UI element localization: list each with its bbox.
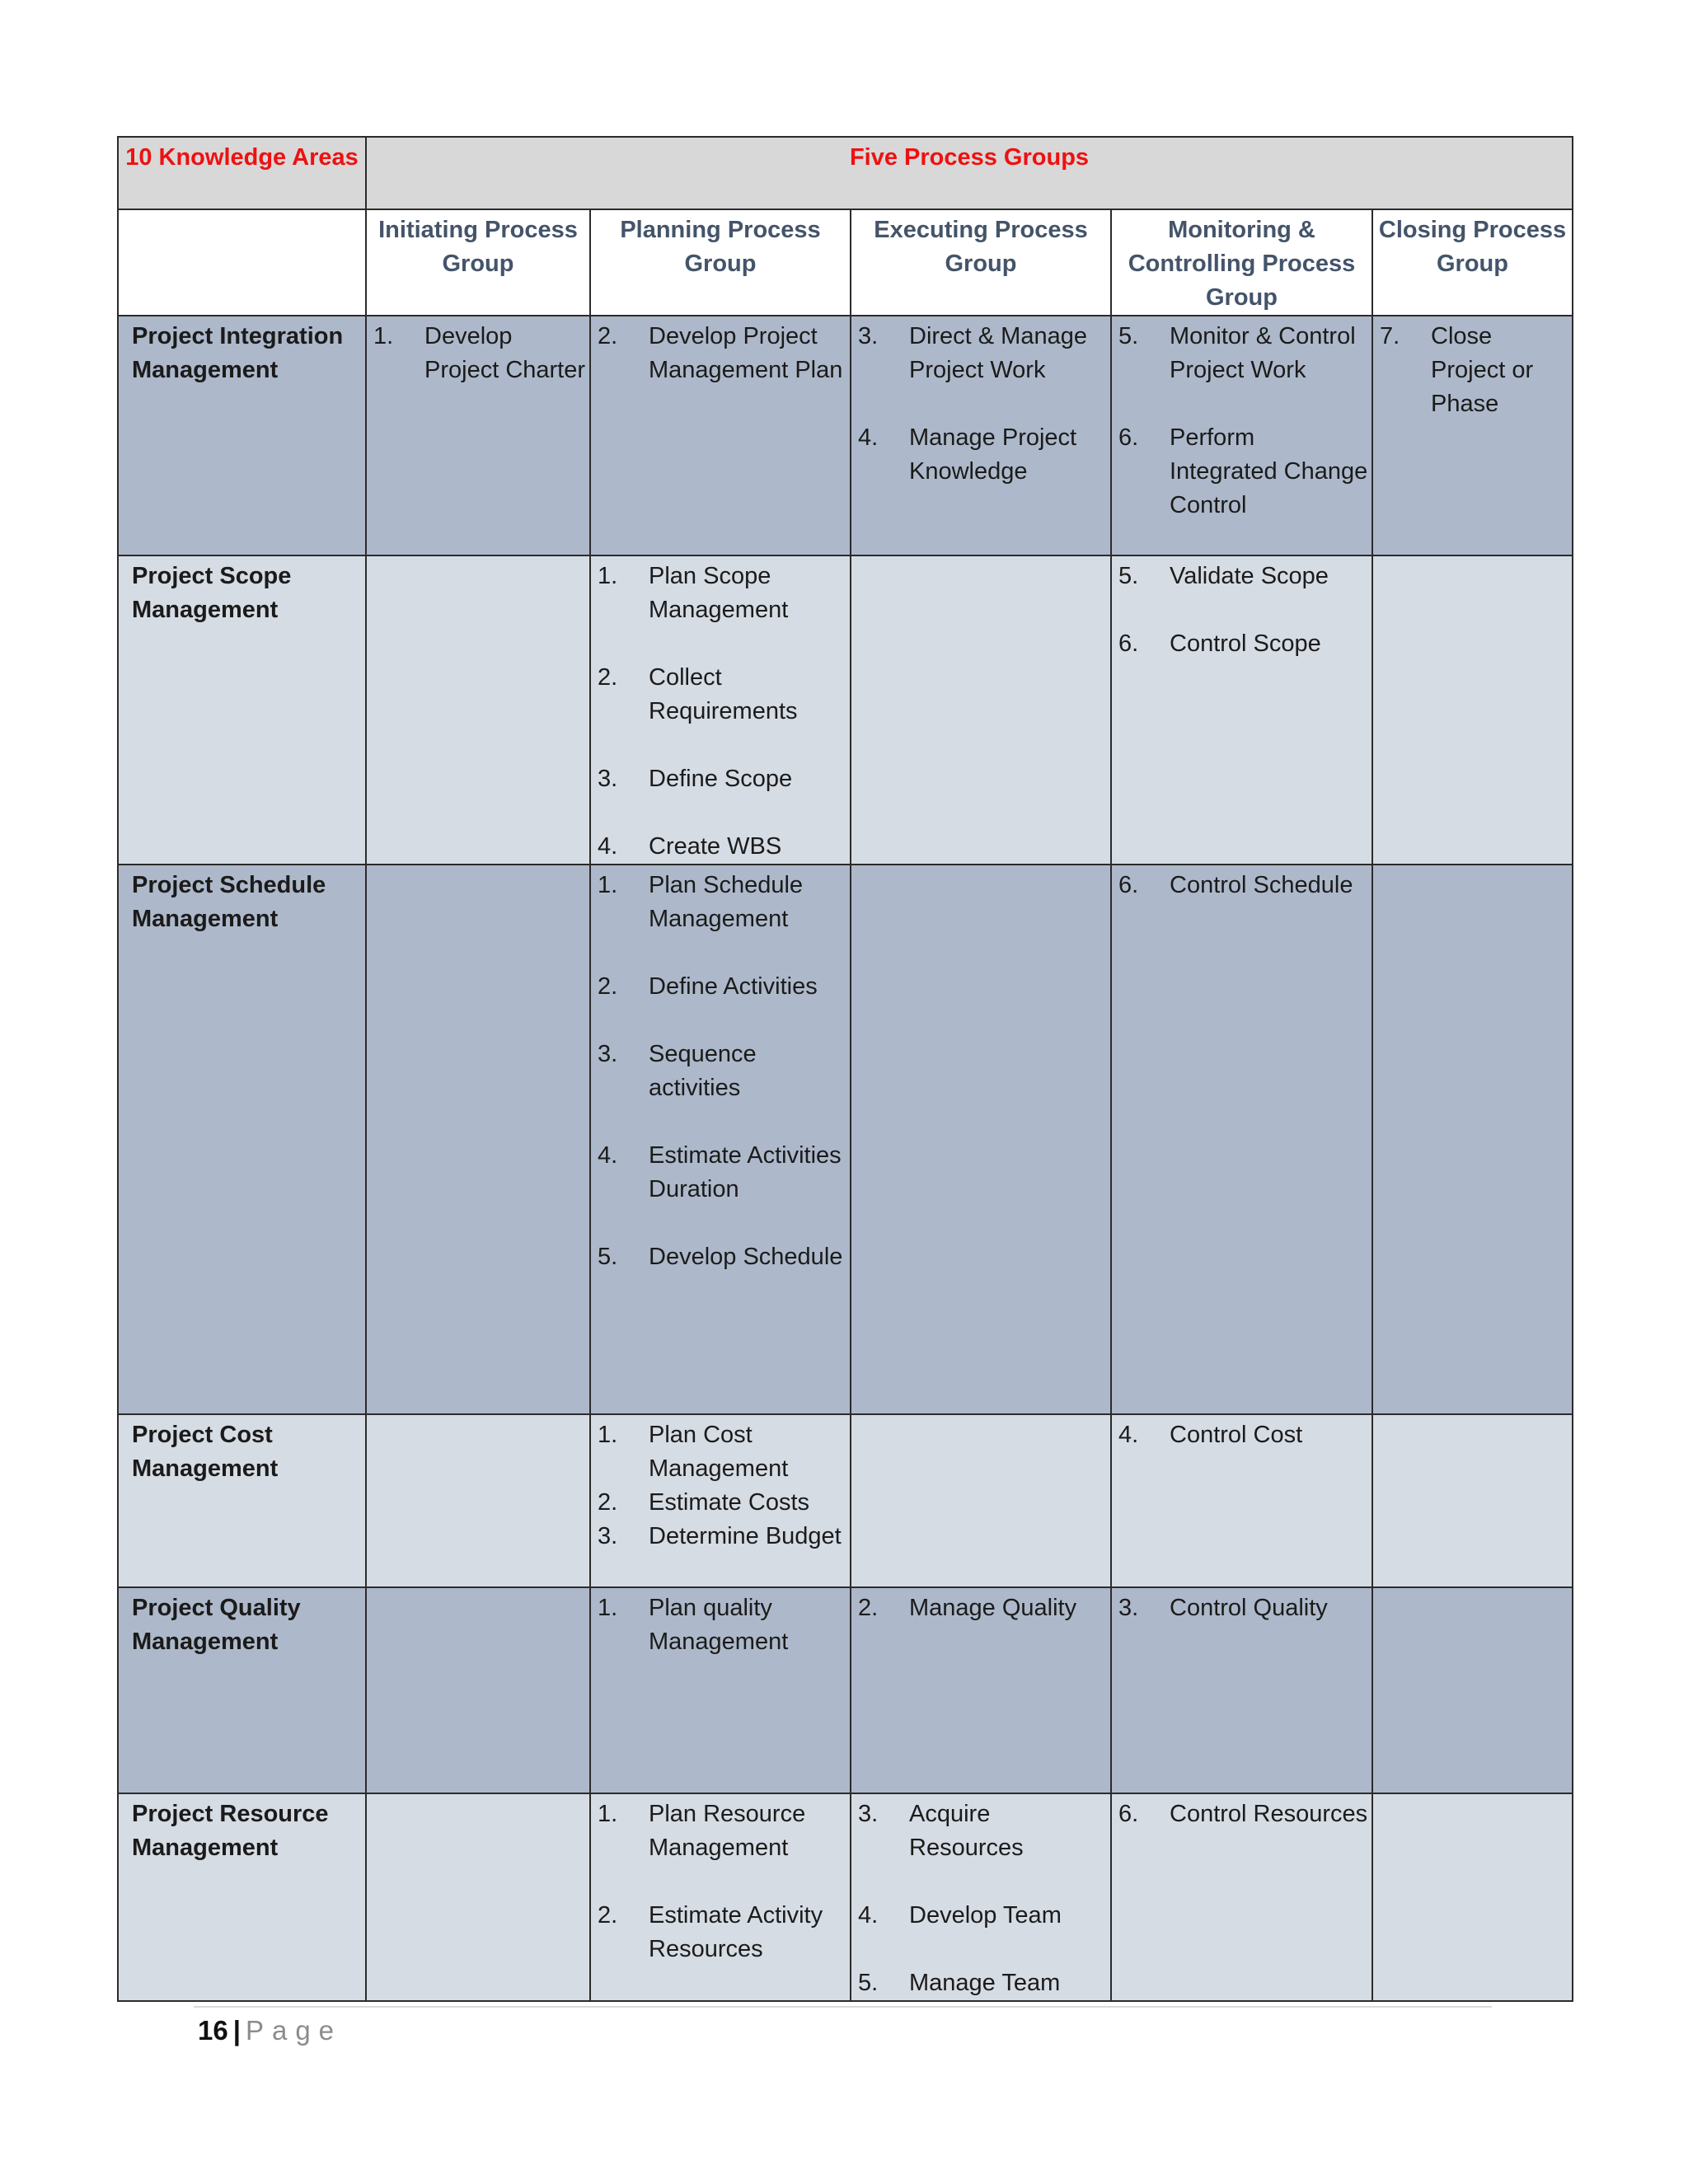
process-item (598, 1240, 846, 1274)
process-name: Develop Team (909, 1902, 1062, 1929)
process-name: Plan Scope Management (649, 563, 789, 623)
process-number: 4. (1118, 1422, 1139, 1448)
column-header-planning: Planning Process Group (590, 209, 851, 316)
process-name: Control Resources (1170, 1801, 1368, 1827)
process-item (598, 1520, 846, 1554)
process-name: Develop Project Management Plan (649, 323, 843, 383)
process-item (1118, 627, 1368, 661)
page-label: Page (245, 2015, 343, 2046)
process-cell-closing (1372, 865, 1573, 1414)
process-cell-monitoring (1111, 555, 1372, 865)
process-list (591, 1794, 850, 1966)
process-name: Plan Cost Management (649, 1422, 789, 1482)
process-number: 1. (598, 563, 618, 589)
process-item (598, 1899, 846, 1966)
process-number: 6. (1118, 424, 1139, 451)
process-list (1112, 1588, 1372, 1625)
process-name: Monitor & Control Project Work (1170, 323, 1356, 383)
process-item (598, 869, 846, 936)
process-cell-monitoring (1111, 865, 1372, 1414)
process-cell-initiating (366, 1414, 590, 1587)
process-list (1112, 1415, 1372, 1452)
process-list (367, 316, 589, 387)
footer-separator: | (232, 2015, 241, 2046)
process-list (851, 316, 1110, 489)
knowledge-area-name: Project Quality Management (118, 1587, 366, 1793)
knowledge-area-name: Project Resource Management (118, 1793, 366, 2001)
process-item (598, 1139, 846, 1207)
process-number: 5. (598, 1244, 618, 1270)
knowledge-area-row (118, 1414, 1573, 1587)
process-number: 4. (858, 424, 879, 451)
knowledge-area-name: Project Cost Management (118, 1414, 366, 1587)
process-cell-executing (851, 1587, 1111, 1793)
process-item (1118, 869, 1368, 902)
process-item (858, 1797, 1107, 1865)
process-item (598, 1418, 846, 1486)
process-item (598, 970, 846, 1004)
process-cell-planning (590, 316, 851, 555)
process-cell-executing (851, 316, 1111, 555)
process-cell-monitoring (1111, 316, 1372, 555)
process-list (1112, 556, 1372, 661)
process-number: 2. (598, 1902, 618, 1929)
process-name: Control Schedule (1170, 872, 1353, 898)
knowledge-area-row (118, 1587, 1573, 1793)
process-number: 6. (1118, 630, 1139, 657)
process-list (591, 1415, 850, 1554)
process-name: Perform Integrated Change Control (1170, 424, 1368, 518)
process-number: 1. (598, 872, 618, 898)
process-item (1380, 320, 1568, 421)
process-item (598, 830, 846, 864)
empty-corner-cell (118, 209, 366, 316)
process-name: Plan Schedule Management (649, 872, 804, 932)
process-number: 3. (598, 1041, 618, 1067)
process-number: 1. (373, 323, 394, 349)
process-name: Estimate Costs (649, 1489, 809, 1516)
process-cell-initiating (366, 865, 590, 1414)
process-item (858, 1966, 1107, 2000)
knowledge-area-name: Project Integration Management (118, 316, 366, 555)
column-header-initiating: Initiating Process Group (366, 209, 590, 316)
process-name: Develop Schedule (649, 1244, 843, 1270)
process-item (598, 560, 846, 627)
process-name: Manage Project Knowledge (909, 424, 1077, 485)
process-list (1373, 316, 1572, 421)
process-list (851, 1588, 1110, 1625)
process-name: Plan quality Management (649, 1595, 789, 1655)
process-number: 2. (858, 1595, 879, 1621)
process-number: 1. (598, 1422, 618, 1448)
process-name: Create WBS (649, 833, 782, 860)
process-name: Control Scope (1170, 630, 1321, 657)
process-name: Sequence activities (649, 1041, 757, 1101)
process-number: 2. (598, 973, 618, 1000)
process-cell-executing (851, 1793, 1111, 2001)
process-item (858, 1899, 1107, 1933)
process-number: 6. (1118, 1801, 1139, 1827)
knowledge-area-row (118, 316, 1573, 555)
process-number: 6. (1118, 872, 1139, 898)
process-number: 1. (598, 1801, 618, 1827)
process-name: Define Scope (649, 766, 793, 792)
process-item (598, 1486, 846, 1520)
process-groups-table (117, 136, 1573, 2002)
process-cell-monitoring (1111, 1414, 1372, 1587)
process-number: 1. (598, 1595, 618, 1621)
knowledge-areas-header: 10 Knowledge Areas (118, 137, 366, 209)
process-number: 3. (598, 766, 618, 792)
process-name: Estimate Activity Resources (649, 1902, 823, 1962)
process-name: Manage Quality (909, 1595, 1077, 1621)
header-row (118, 137, 1573, 209)
process-name: Collect Requirements (649, 664, 798, 724)
knowledge-area-row (118, 865, 1573, 1414)
process-list (1112, 1794, 1372, 1831)
process-item (858, 421, 1107, 489)
process-cell-executing (851, 865, 1111, 1414)
process-cell-initiating (366, 1587, 590, 1793)
process-cell-closing (1372, 555, 1573, 865)
knowledge-area-name: Project Scope Management (118, 555, 366, 865)
knowledge-area-row (118, 555, 1573, 865)
process-item (858, 320, 1107, 387)
process-cell-planning (590, 555, 851, 865)
process-number: 2. (598, 323, 618, 349)
process-item (598, 661, 846, 729)
process-item (858, 1591, 1107, 1625)
process-cell-initiating (366, 316, 590, 555)
process-list (591, 316, 850, 387)
process-cell-closing (1372, 1414, 1573, 1587)
process-number: 3. (1118, 1595, 1139, 1621)
process-name: Validate Scope (1170, 563, 1329, 589)
process-item (373, 320, 586, 387)
process-item (598, 1591, 846, 1659)
process-name: Determine Budget (649, 1523, 842, 1549)
process-list (851, 1794, 1110, 2000)
process-list (591, 1588, 850, 1659)
process-cell-closing (1372, 1793, 1573, 2001)
process-cell-initiating (366, 555, 590, 865)
process-number: 5. (1118, 563, 1139, 589)
process-item (598, 762, 846, 796)
process-item (598, 1797, 846, 1865)
process-item (1118, 1797, 1368, 1831)
column-header-closing: Closing Process Group (1372, 209, 1573, 316)
process-number: 3. (858, 323, 879, 349)
process-number: 3. (858, 1801, 879, 1827)
process-name: Estimate Activities Duration (649, 1142, 842, 1202)
process-number: 2. (598, 1489, 618, 1516)
process-item (1118, 1418, 1368, 1452)
process-number: 2. (598, 664, 618, 691)
process-number: 7. (1380, 323, 1400, 349)
footer-divider (194, 2006, 1492, 2008)
process-item (598, 320, 846, 387)
page-number: 16 (198, 2015, 228, 2046)
process-name: Define Activities (649, 973, 818, 1000)
process-cell-closing (1372, 316, 1573, 555)
process-cell-initiating (366, 1793, 590, 2001)
process-name: Manage Team (909, 1970, 1061, 1996)
column-header-executing: Executing Process Group (851, 209, 1111, 316)
process-cell-planning (590, 865, 851, 1414)
process-name: Acquire Resources (909, 1801, 1024, 1861)
process-cell-monitoring (1111, 1587, 1372, 1793)
process-cell-planning (590, 1414, 851, 1587)
process-number: 3. (598, 1523, 618, 1549)
knowledge-area-name: Project Schedule Management (118, 865, 366, 1414)
process-name: Control Cost (1170, 1422, 1303, 1448)
process-list (591, 865, 850, 1274)
process-list (591, 556, 850, 864)
process-item (1118, 560, 1368, 593)
process-list (1112, 316, 1372, 523)
process-cell-planning (590, 1793, 851, 2001)
column-header-monitoring: Monitoring & Controlling Process Group (1111, 209, 1372, 316)
process-number: 5. (858, 1970, 879, 1996)
process-number: 4. (858, 1902, 879, 1929)
process-item (1118, 320, 1368, 387)
process-name: Direct & Manage Project Work (909, 323, 1087, 383)
process-name: Control Quality (1170, 1595, 1328, 1621)
process-cell-closing (1372, 1587, 1573, 1793)
process-cell-monitoring (1111, 1793, 1372, 2001)
process-item (1118, 421, 1368, 523)
process-item (1118, 1591, 1368, 1625)
process-name: Develop Project Charter (424, 323, 586, 383)
process-number: 5. (1118, 323, 1139, 349)
process-list (1112, 865, 1372, 902)
process-cell-executing (851, 555, 1111, 865)
process-groups-header: Five Process Groups (366, 137, 1573, 209)
process-name: Plan Resource Management (649, 1801, 806, 1861)
process-number: 4. (598, 833, 618, 860)
column-header-row (118, 209, 1573, 316)
process-name: Close Project or Phase (1431, 323, 1534, 417)
process-number: 4. (598, 1142, 618, 1169)
process-item (598, 1038, 846, 1105)
process-cell-planning (590, 1587, 851, 1793)
process-cell-executing (851, 1414, 1111, 1587)
page-footer (198, 2014, 342, 2047)
knowledge-area-row (118, 1793, 1573, 2001)
